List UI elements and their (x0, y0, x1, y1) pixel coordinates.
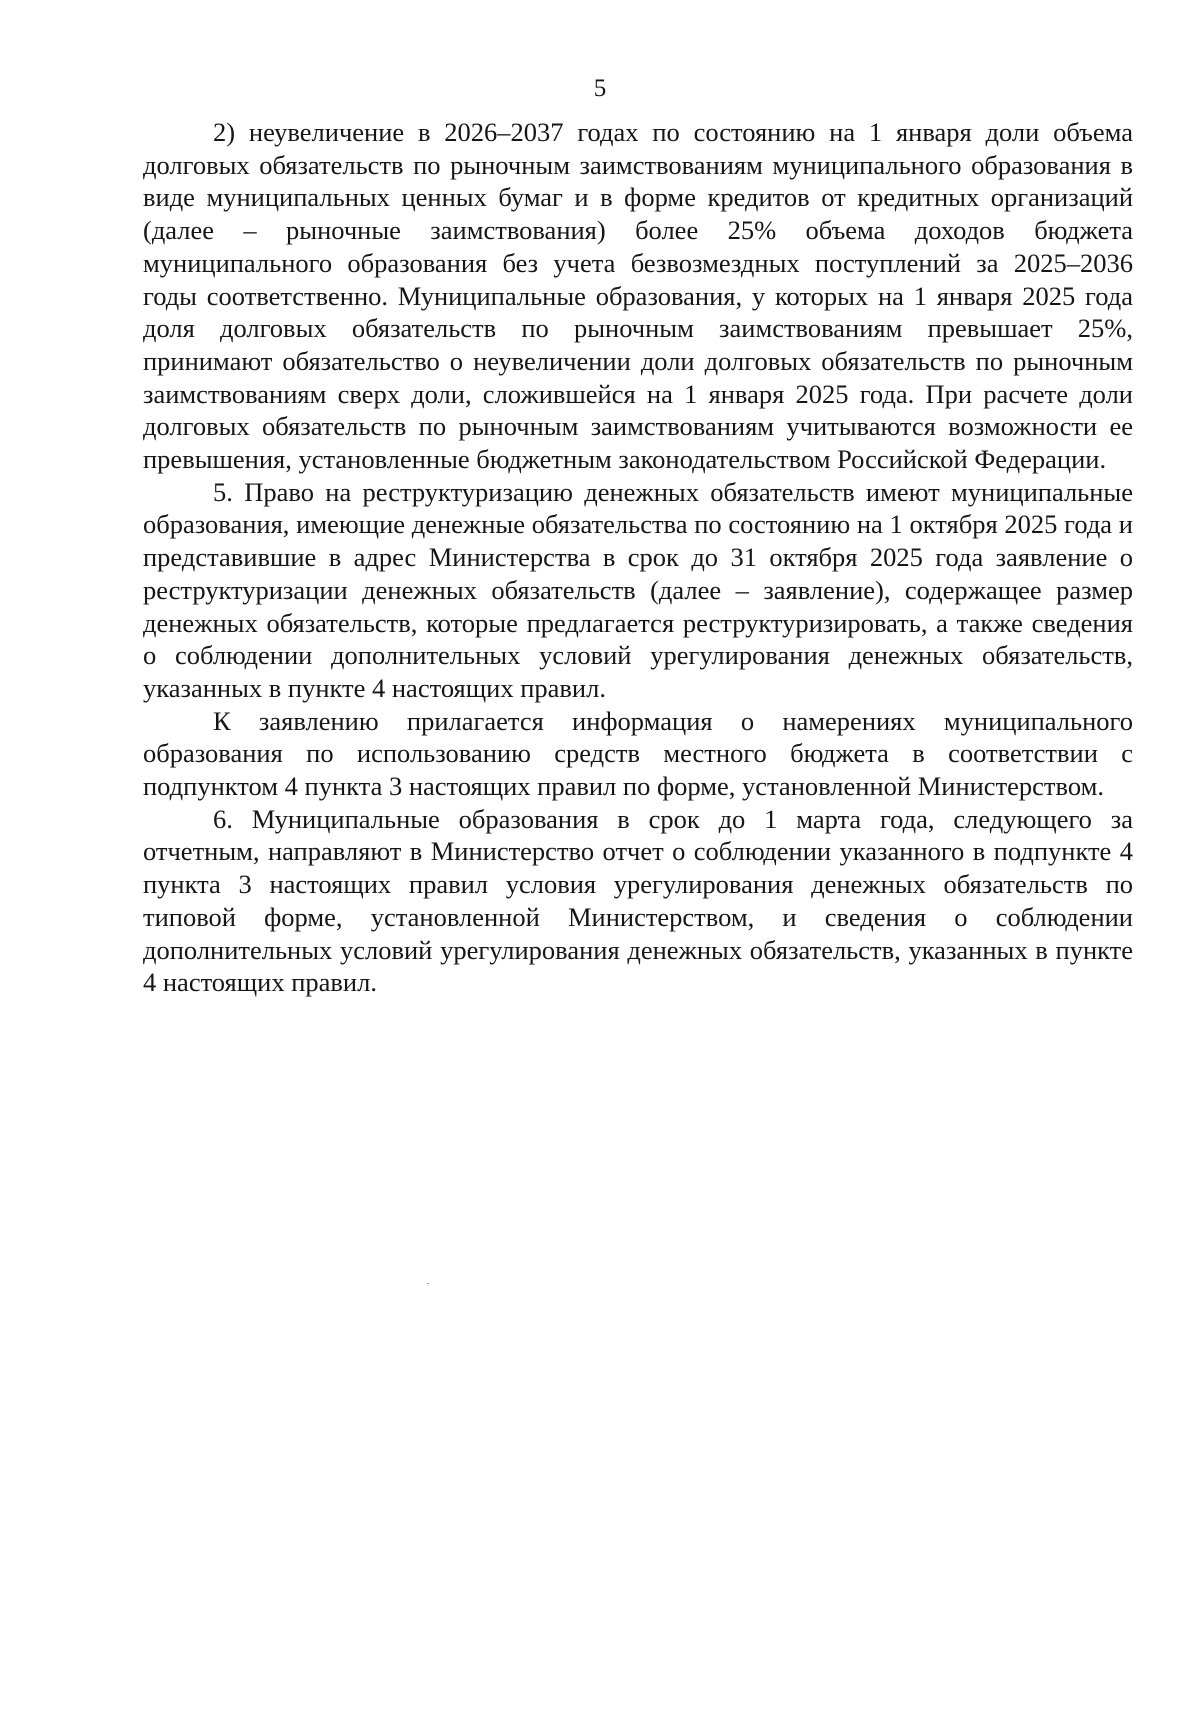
paragraph-item-6: 6. Муниципальные образования в срок до 1 марта года, следующего за отчетным, направляют в Министерство отчет о соблюдении указанного в подпункте 4 пункта 3 настоящих правил условия урегулирования денежных обязательств по типовой форме, установленной Министерством, и сведения о соблюдении дополнительных условий урегулирования денежных обязательств, указанных в пункте 4 настоящих правил. (143, 803, 1133, 998)
scan-speck (427, 1283, 429, 1284)
paragraph-subitem-2: 2) неувеличение в 2026–2037 годах по состоянию на 1 января доли объема долговых обязательств по рыночным заимствованиям муниципального образования в виде муниципальных ценных бумаг и в форме кредитов от кредитных организаций (далее – рыночные заимствования) более 25% объема доходов бюджета муниципального образования без учета безвозмездных поступлений за 2025–2036 годы соответственно. Муниципальные образования, у которых на 1 января 2025 года доля долговых обязательств по рыночным заимствованиям превышает 25%, принимают обязательство о неувеличении доли долговых обязательств по рыночным заимствованиям сверх доли, сложившейся на 1 января 2025 года. При расчете доли долговых обязательств по рыночным заимствованиям учитываются возможности ее превышения, установленные бюджетным законодательством Российской Федерации. (143, 117, 1133, 475)
paragraph-item-5: 5. Право на реструктуризацию денежных обязательств имеют муниципальные образования, имеющие денежные обязательства по состоянию на 1 октября 2025 года и представившие в адрес Министерства в срок до 31 октября 2025 года заявление о реструктуризации денежных обязательств (далее – заявление), содержащее размер денежных обязательств, которые предлагается реструктуризировать, а также сведения о соблюдении дополнительных условий урегулирования денежных обязательств, указанных в пункте 4 настоящих правил. (143, 476, 1133, 703)
paragraph-application-attachment: К заявлению прилагается информация о намерениях муниципального образования по использованию средств местного бюджета в соответствии с подпунктом 4 пункта 3 настоящих правил по форме, установленной Министерством. (143, 705, 1133, 802)
document-body (143, 116, 1133, 999)
page-number: 5 (593, 75, 607, 102)
